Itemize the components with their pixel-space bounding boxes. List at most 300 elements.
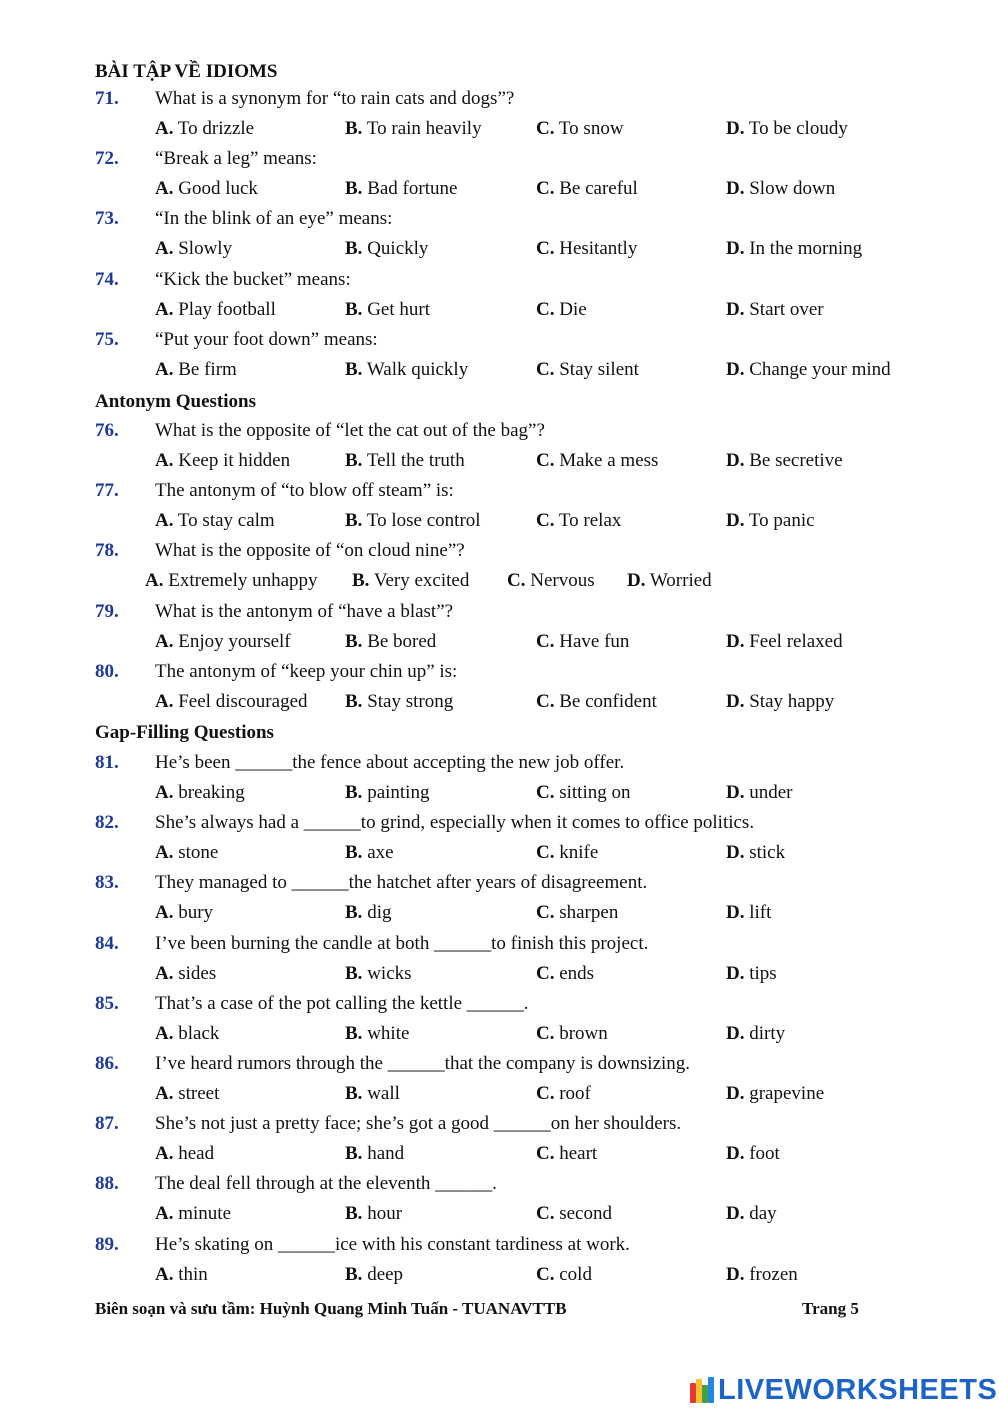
answer-option-d[interactable] <box>726 689 834 715</box>
answer-option-c[interactable] <box>536 629 629 655</box>
answer-options-row <box>0 1262 999 1288</box>
question-number: 81. <box>95 752 119 773</box>
option-text: Stay strong <box>362 690 454 712</box>
option-letter: A. <box>155 450 174 471</box>
option-text: Bad fortune <box>362 178 458 200</box>
question-number: 89. <box>95 1233 119 1255</box>
option-text: Feel discouraged <box>173 690 308 712</box>
question-text: The deal fell through at the eleventh ______. <box>155 1173 497 1195</box>
option-text: Hesitantly <box>554 238 638 260</box>
option-letter: C. <box>536 690 555 712</box>
option-letter: D. <box>726 238 745 260</box>
option-text: stick <box>744 842 786 864</box>
option-text: Quickly <box>362 238 429 260</box>
question-row <box>0 86 999 112</box>
question-text: She’s always had a ______to grind, especially when it comes to office politics. <box>155 812 755 834</box>
answer-option-b[interactable] <box>345 1081 400 1107</box>
answer-option-b[interactable] <box>345 900 391 926</box>
answer-options-row <box>0 961 999 987</box>
question-number: 78. <box>95 540 119 562</box>
question-text: “Break a leg” means: <box>155 148 317 170</box>
option-letter: A. <box>155 510 174 532</box>
option-text: To drizzle <box>173 118 255 139</box>
option-letter: C. <box>536 1083 555 1104</box>
option-letter: A. <box>155 1083 174 1104</box>
option-text: Be bored <box>362 630 437 652</box>
answer-option-d[interactable] <box>726 1201 777 1227</box>
answer-option-c[interactable] <box>536 961 594 987</box>
option-letter: A. <box>155 630 174 652</box>
answer-option-a[interactable] <box>155 1141 214 1167</box>
option-letter: D. <box>726 962 745 984</box>
option-text: wicks <box>362 962 412 984</box>
option-text: To stay calm <box>173 510 275 532</box>
option-text: sides <box>173 962 217 984</box>
answer-option-d[interactable] <box>726 900 771 926</box>
option-text: thin <box>173 1263 208 1285</box>
option-letter: D. <box>726 902 745 924</box>
option-letter: A. <box>145 570 164 592</box>
answer-option-d[interactable] <box>726 116 848 142</box>
question-text: He’s skating on ______ice with his constant tardiness at work. <box>155 1233 630 1255</box>
option-text: Nervous <box>525 570 595 592</box>
option-letter: D. <box>726 1022 745 1044</box>
option-letter: D. <box>726 358 745 380</box>
option-letter: D. <box>726 1143 745 1165</box>
question-text: He’s been ______the fence about accepting the new job offer. <box>155 752 625 773</box>
option-letter: B. <box>345 782 363 803</box>
question-text: She’s not just a pretty face; she’s got a good ______on her shoulders. <box>155 1113 682 1135</box>
answer-option-a[interactable] <box>155 357 237 383</box>
option-text: roof <box>554 1083 591 1104</box>
option-text: wall <box>362 1083 400 1104</box>
answer-option-c[interactable] <box>536 1021 608 1047</box>
option-letter: C. <box>536 118 555 139</box>
question-text: The antonym of “to blow off steam” is: <box>155 480 454 502</box>
page-title: BÀI TẬP VỀ IDIOMS <box>95 61 278 82</box>
question-row <box>0 931 999 957</box>
option-letter: A. <box>155 1263 174 1285</box>
option-letter: C. <box>536 450 555 471</box>
option-letter: B. <box>345 1143 363 1165</box>
answer-option-a[interactable] <box>155 508 275 534</box>
option-text: Be secretive <box>744 450 843 471</box>
option-letter: C. <box>536 630 555 652</box>
option-letter: A. <box>155 1203 174 1225</box>
answer-option-c[interactable] <box>536 176 638 202</box>
option-text: Tell the truth <box>362 450 465 471</box>
option-text: painting <box>362 782 430 803</box>
question-row <box>0 267 999 293</box>
question-number: 88. <box>95 1173 119 1195</box>
answer-option-b[interactable] <box>345 840 394 866</box>
option-text: Good luck <box>173 178 258 200</box>
option-text: head <box>173 1143 215 1165</box>
option-letter: A. <box>155 1143 174 1165</box>
answer-option-a[interactable] <box>155 116 254 142</box>
option-text: dirty <box>744 1022 786 1044</box>
answer-option-a[interactable] <box>155 1262 208 1288</box>
answer-option-b[interactable] <box>345 116 482 142</box>
option-text: foot <box>744 1143 780 1165</box>
question-row <box>0 1111 999 1137</box>
option-letter: A. <box>155 842 174 864</box>
answer-options-row <box>0 1081 999 1107</box>
option-text: under <box>744 782 793 803</box>
option-letter: D. <box>726 690 745 712</box>
question-number: 73. <box>95 208 119 230</box>
option-text: tips <box>744 962 777 984</box>
option-text: sitting on <box>554 782 631 803</box>
question-text: I’ve been burning the candle at both ______to finish this project. <box>155 932 649 954</box>
answer-options-row <box>0 448 999 474</box>
option-letter: B. <box>345 238 363 260</box>
question-number: 76. <box>95 420 119 441</box>
answer-options-row <box>0 236 999 262</box>
option-letter: C. <box>536 1143 555 1165</box>
answer-option-c[interactable] <box>536 840 598 866</box>
option-letter: D. <box>726 630 745 652</box>
option-text: Keep it hidden <box>173 450 291 471</box>
question-text: “Put your foot down” means: <box>155 328 378 350</box>
question-text: I’ve heard rumors through the ______that the company is downsizing. <box>155 1053 691 1074</box>
option-text: Very excited <box>369 570 470 592</box>
option-letter: B. <box>345 298 363 320</box>
option-text: Play football <box>173 298 276 320</box>
option-text: Be confident <box>554 690 657 712</box>
question-number: 75. <box>95 328 119 350</box>
question-number: 85. <box>95 992 119 1014</box>
answer-option-d[interactable] <box>726 780 793 806</box>
answer-options-row <box>0 1201 999 1227</box>
option-letter: B. <box>345 630 363 652</box>
question-row <box>0 810 999 836</box>
option-letter: C. <box>536 842 555 864</box>
answer-options-row <box>0 116 999 142</box>
option-text: Slowly <box>173 238 233 260</box>
option-text: Stay silent <box>554 358 639 380</box>
answer-option-d[interactable] <box>726 1021 785 1047</box>
option-letter: B. <box>345 1263 363 1285</box>
option-letter: D. <box>726 118 745 139</box>
option-letter: C. <box>536 782 555 803</box>
question-row <box>0 1051 999 1077</box>
question-row <box>0 327 999 353</box>
option-letter: B. <box>345 510 363 532</box>
option-letter: C. <box>536 298 555 320</box>
question-number: 80. <box>95 660 119 682</box>
answer-option-c[interactable] <box>536 780 631 806</box>
option-letter: A. <box>155 358 174 380</box>
answer-option-d[interactable] <box>726 176 835 202</box>
option-text: Get hurt <box>362 298 430 320</box>
answer-options-row <box>0 176 999 202</box>
answer-options-row <box>0 1141 999 1167</box>
answer-option-d[interactable] <box>627 568 712 594</box>
answer-option-b[interactable] <box>345 297 430 323</box>
option-text: day <box>744 1203 777 1225</box>
option-text: brown <box>554 1022 608 1044</box>
option-text: cold <box>554 1263 592 1285</box>
option-text: Die <box>554 298 587 320</box>
question-number: 86. <box>95 1053 119 1074</box>
answer-option-c[interactable] <box>536 508 621 534</box>
option-text: knife <box>554 842 599 864</box>
answer-option-a[interactable] <box>145 568 318 594</box>
option-letter: D. <box>726 1263 745 1285</box>
option-letter: B. <box>345 690 363 712</box>
liveworksheets-logo-icon <box>690 1377 714 1403</box>
liveworksheets-logo[interactable] <box>690 1375 997 1405</box>
option-text: Be firm <box>173 358 237 380</box>
answer-option-b[interactable] <box>345 448 465 474</box>
question-number: 77. <box>95 480 119 502</box>
question-row <box>0 750 999 776</box>
option-letter: B. <box>345 450 363 471</box>
option-letter: D. <box>627 570 646 592</box>
answer-options-row <box>0 689 999 715</box>
question-row <box>0 478 999 504</box>
option-text: Have fun <box>554 630 630 652</box>
option-letter: C. <box>536 510 555 532</box>
answer-options-row <box>0 508 999 534</box>
answer-option-c[interactable] <box>536 236 637 262</box>
option-text: black <box>173 1022 220 1044</box>
option-letter: D. <box>726 178 745 200</box>
option-letter: B. <box>345 962 363 984</box>
answer-options-row <box>0 780 999 806</box>
option-text: Extremely unhappy <box>163 570 318 592</box>
answer-option-c[interactable] <box>536 1262 592 1288</box>
answer-option-a[interactable] <box>155 297 276 323</box>
answer-option-b[interactable] <box>345 1141 404 1167</box>
question-text: The antonym of “keep your chin up” is: <box>155 660 458 682</box>
option-letter: B. <box>345 358 363 380</box>
option-letter: B. <box>345 842 363 864</box>
answer-option-d[interactable] <box>726 840 785 866</box>
option-letter: D. <box>726 782 745 803</box>
question-number: 87. <box>95 1113 119 1135</box>
footer-author: Biên soạn và sưu tầm: Huỳnh Quang Minh Tuấn - TUANAVTTB <box>95 1299 567 1318</box>
option-text: Start over <box>744 298 824 320</box>
option-text: To snow <box>554 118 624 139</box>
question-row <box>0 659 999 685</box>
question-number: 84. <box>95 932 119 954</box>
answer-option-a[interactable] <box>155 1201 231 1227</box>
option-letter: D. <box>726 842 745 864</box>
option-text: To relax <box>554 510 622 532</box>
answer-option-a[interactable] <box>155 840 218 866</box>
answer-option-a[interactable] <box>155 448 290 474</box>
option-letter: A. <box>155 178 174 200</box>
footer-page-number: Trang 5 <box>802 1299 859 1318</box>
answer-options-row <box>0 840 999 866</box>
option-letter: B. <box>345 1083 363 1104</box>
answer-option-b[interactable] <box>352 568 469 594</box>
option-text: To be cloudy <box>744 118 848 139</box>
answer-options-row <box>0 629 999 655</box>
option-letter: C. <box>536 1203 555 1225</box>
question-text: That’s a case of the pot calling the kettle ______. <box>155 992 529 1014</box>
question-text: What is the antonym of “have a blast”? <box>155 600 454 622</box>
answer-option-d[interactable] <box>726 448 843 474</box>
option-text: Stay happy <box>744 690 835 712</box>
answer-option-b[interactable] <box>345 1201 402 1227</box>
option-letter: B. <box>345 902 363 924</box>
question-number: 82. <box>95 812 119 834</box>
option-letter: C. <box>536 1263 555 1285</box>
option-text: deep <box>362 1263 404 1285</box>
option-letter: D. <box>726 1083 745 1104</box>
answer-option-b[interactable] <box>345 629 436 655</box>
option-text: Walk quickly <box>362 358 469 380</box>
question-row <box>0 206 999 232</box>
option-text: hand <box>362 1143 405 1165</box>
question-number: 74. <box>95 268 119 290</box>
option-letter: C. <box>507 570 526 592</box>
option-letter: A. <box>155 238 174 260</box>
question-text: What is the opposite of “on cloud nine”? <box>155 540 465 562</box>
question-row <box>0 418 999 444</box>
section-heading-antonym: Antonym Questions <box>95 391 256 412</box>
option-letter: C. <box>536 962 555 984</box>
answer-option-a[interactable] <box>155 1021 219 1047</box>
option-text: Worried <box>645 570 712 592</box>
question-row <box>0 1171 999 1197</box>
answer-option-c[interactable] <box>536 297 587 323</box>
answer-option-d[interactable] <box>726 1081 824 1107</box>
option-letter: A. <box>155 1022 174 1044</box>
answer-options-row <box>0 297 999 323</box>
option-letter: C. <box>536 238 555 260</box>
option-text: heart <box>554 1143 598 1165</box>
option-text: Feel relaxed <box>744 630 843 652</box>
option-letter: A. <box>155 902 174 924</box>
answer-option-c[interactable] <box>536 1081 591 1107</box>
option-text: minute <box>173 1203 232 1225</box>
option-text: street <box>173 1083 220 1104</box>
option-letter: C. <box>536 1022 555 1044</box>
liveworksheets-logo-text: LIVEWORKSHEETS <box>718 1373 998 1406</box>
answer-option-d[interactable] <box>726 508 815 534</box>
question-number: 83. <box>95 872 119 894</box>
option-letter: B. <box>352 570 370 592</box>
answer-option-c[interactable] <box>536 357 639 383</box>
answer-option-d[interactable] <box>726 629 843 655</box>
question-number: 79. <box>95 600 119 622</box>
question-text: What is the opposite of “let the cat out of the bag”? <box>155 420 545 441</box>
answer-option-c[interactable] <box>536 1201 612 1227</box>
question-row <box>0 991 999 1017</box>
option-letter: B. <box>345 178 363 200</box>
answer-option-a[interactable] <box>155 176 258 202</box>
answer-option-b[interactable] <box>345 1262 403 1288</box>
answer-option-b[interactable] <box>345 780 429 806</box>
option-letter: A. <box>155 690 174 712</box>
answer-option-b[interactable] <box>345 1021 409 1047</box>
answer-option-a[interactable] <box>155 900 213 926</box>
option-letter: C. <box>536 358 555 380</box>
option-letter: A. <box>155 962 174 984</box>
answer-option-d[interactable] <box>726 1141 780 1167</box>
answer-option-d[interactable] <box>726 961 777 987</box>
option-letter: A. <box>155 298 174 320</box>
question-row <box>0 146 999 172</box>
answer-option-c[interactable] <box>536 900 618 926</box>
section-heading-gap-filling: Gap-Filling Questions <box>95 722 274 743</box>
answer-option-b[interactable] <box>345 689 453 715</box>
option-text: axe <box>362 842 394 864</box>
option-text: Make a mess <box>554 450 659 471</box>
question-row <box>0 538 999 564</box>
option-text: Slow down <box>744 178 836 200</box>
answer-option-a[interactable] <box>155 236 232 262</box>
question-number: 72. <box>95 148 119 170</box>
option-text: To rain heavily <box>362 118 482 139</box>
option-text: To lose control <box>362 510 481 532</box>
option-letter: A. <box>155 118 174 139</box>
answer-option-d[interactable] <box>726 297 824 323</box>
answer-option-d[interactable] <box>726 236 862 262</box>
option-text: In the morning <box>744 238 863 260</box>
option-letter: D. <box>726 298 745 320</box>
answer-options-row <box>0 568 999 594</box>
answer-option-c[interactable] <box>536 1141 597 1167</box>
option-text: Be careful <box>554 178 638 200</box>
answer-option-b[interactable] <box>345 357 468 383</box>
question-row <box>0 599 999 625</box>
answer-option-a[interactable] <box>155 961 216 987</box>
answer-option-c[interactable] <box>536 448 658 474</box>
option-text: Change your mind <box>744 358 891 380</box>
answer-option-a[interactable] <box>155 689 308 715</box>
question-text: What is a synonym for “to rain cats and dogs”? <box>155 88 515 109</box>
option-text: white <box>362 1022 410 1044</box>
answer-option-b[interactable] <box>345 236 428 262</box>
answer-option-b[interactable] <box>345 508 481 534</box>
option-letter: B. <box>345 1203 363 1225</box>
option-text: lift <box>744 902 772 924</box>
option-text: sharpen <box>554 902 619 924</box>
answer-option-b[interactable] <box>345 961 412 987</box>
option-text: grapevine <box>744 1083 825 1104</box>
option-letter: B. <box>345 1022 363 1044</box>
answer-option-d[interactable] <box>726 357 891 383</box>
option-text: stone <box>173 842 219 864</box>
answer-option-a[interactable] <box>155 1081 219 1107</box>
question-text: “In the blink of an eye” means: <box>155 208 393 230</box>
option-letter: D. <box>726 1203 745 1225</box>
option-text: hour <box>362 1203 403 1225</box>
option-letter: C. <box>536 902 555 924</box>
answer-option-c[interactable] <box>536 116 624 142</box>
option-text: Enjoy yourself <box>173 630 291 652</box>
option-letter: D. <box>726 450 745 471</box>
question-row <box>0 870 999 896</box>
question-text: “Kick the bucket” means: <box>155 268 351 290</box>
answer-option-c[interactable] <box>536 689 657 715</box>
answer-option-b[interactable] <box>345 176 457 202</box>
question-row <box>0 1232 999 1258</box>
answer-option-a[interactable] <box>155 629 291 655</box>
answer-options-row <box>0 357 999 383</box>
option-letter: D. <box>726 510 745 532</box>
option-text: bury <box>173 902 214 924</box>
answer-option-a[interactable] <box>155 780 245 806</box>
answer-option-d[interactable] <box>726 1262 798 1288</box>
answer-option-c[interactable] <box>507 568 595 594</box>
answer-options-row <box>0 900 999 926</box>
